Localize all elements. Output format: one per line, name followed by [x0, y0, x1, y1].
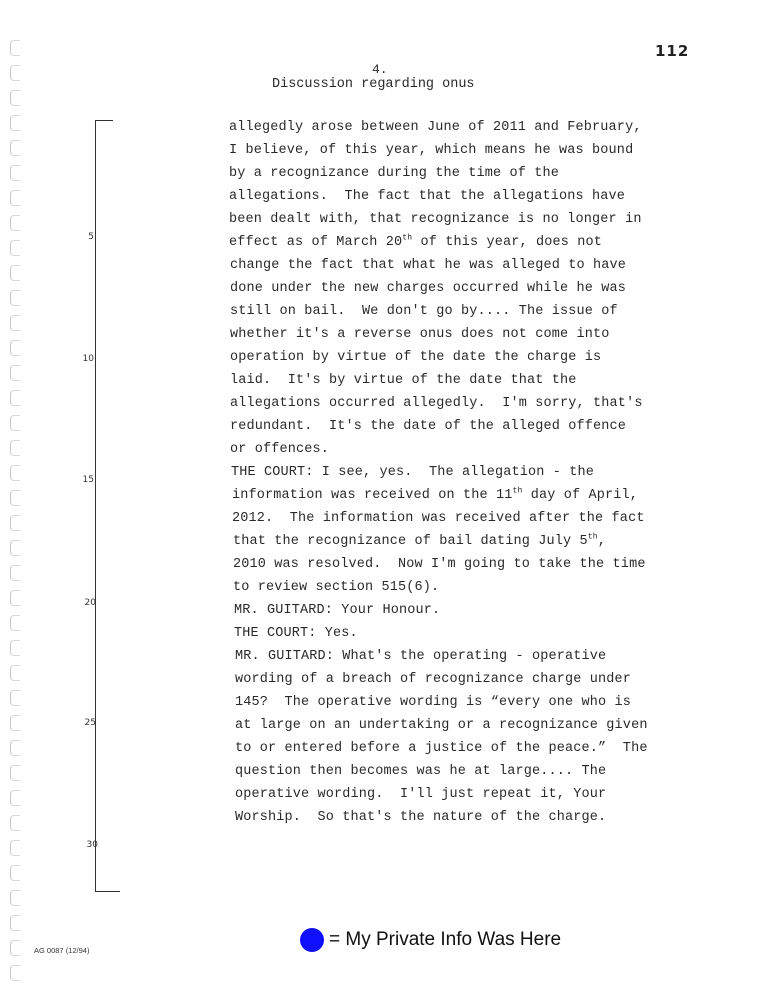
transcript-line	[235, 787, 606, 802]
transcript-line	[235, 649, 606, 664]
transcript-line	[233, 580, 439, 595]
margin-bracket-bottom	[95, 891, 120, 892]
binding-hole	[10, 840, 20, 856]
transcript-line	[229, 143, 633, 158]
transcript-line-text: wording of a breach of recognizance charge under	[235, 672, 632, 687]
transcript-line-text: at large on an undertaking or a recognizance given	[235, 718, 648, 733]
transcript-line-text: done under the new charges occurred while he was	[230, 281, 627, 296]
transcript-line-text: question then becomes was he at large.... The	[235, 764, 607, 779]
transcript-line	[235, 741, 648, 756]
page-number: 112	[655, 42, 690, 60]
transcript-line	[229, 212, 642, 227]
transcript-line	[234, 603, 440, 618]
binding-hole	[10, 640, 20, 656]
transcript-line-text: whether it's a reverse onus does not come into	[230, 327, 610, 342]
binding-hole	[10, 865, 20, 881]
form-code: AG 0087 (12/94)	[34, 946, 90, 955]
binding-hole	[10, 265, 20, 281]
binding-hole	[10, 565, 20, 581]
margin-bracket	[95, 120, 96, 892]
transcript-line-text: ,	[597, 534, 606, 549]
transcript-line-text: 145? The operative wording is “every one who is	[235, 695, 632, 710]
transcript-line-text: allegations. The fact that the allegations have	[229, 189, 626, 204]
transcript-line	[230, 281, 626, 296]
binding-hole	[10, 140, 20, 156]
binding-hole	[10, 740, 20, 756]
ordinal-superscript: th	[512, 486, 523, 496]
binding-hole	[10, 190, 20, 206]
binding-hole	[10, 115, 20, 131]
binding-hole	[10, 790, 20, 806]
transcript-line-text: laid. It's by virtue of the date that the	[230, 373, 577, 388]
transcript-line	[230, 396, 643, 411]
transcript-line-text: that the recognizance of bail dating July 5	[233, 534, 588, 549]
transcript-line-text: THE COURT: I see, yes. The allegation - the	[231, 465, 595, 480]
transcript-line-text: to review section 515(6).	[233, 580, 440, 595]
transcript-line-text: allegations occurred allegedly. I'm sorry, that's	[230, 396, 643, 411]
binding-hole	[10, 315, 20, 331]
transcript-line	[232, 511, 645, 526]
transcript-line	[235, 672, 631, 687]
binding-hole	[10, 915, 20, 931]
binding-hole	[10, 690, 20, 706]
transcript-line-text: MR. GUITARD: Your Honour.	[234, 603, 441, 618]
transcript-line-text: 2012. The information was received after the fact	[232, 511, 645, 526]
binding-hole	[10, 940, 20, 956]
binding-hole	[10, 340, 20, 356]
transcript-line	[230, 304, 618, 319]
transcript-line-text: still on bail. We don't go by.... The issue of	[230, 304, 618, 319]
binding-hole	[10, 165, 20, 181]
transcript-line-text: allegedly arose between June of 2011 and February,	[229, 120, 642, 135]
transcript-line	[229, 189, 625, 204]
binding-hole	[10, 515, 20, 531]
margin-line-number: 15	[82, 475, 94, 485]
transcript-line	[235, 764, 606, 779]
redaction-note	[300, 928, 561, 952]
transcript-line	[229, 166, 559, 181]
margin-line-number: 30	[86, 840, 98, 850]
transcript-line	[231, 465, 594, 480]
binding-hole	[10, 715, 20, 731]
binding-hole	[10, 365, 20, 381]
binding-hole	[10, 415, 20, 431]
binding-hole	[10, 490, 20, 506]
transcript-line	[233, 534, 606, 549]
transcript-line-text: MR. GUITARD: What's the operating - operative	[235, 649, 607, 664]
transcript-line	[235, 718, 648, 733]
transcript-line-text: by a recognizance during the time of the	[229, 166, 560, 181]
transcript-line-text: 2010 was resolved. Now I'm going to take the time	[233, 557, 646, 572]
binding-hole	[10, 890, 20, 906]
transcript-line-text: change the fact that what he was alleged to have	[230, 258, 627, 273]
binding-hole	[10, 540, 20, 556]
transcript-line-text: THE COURT: Yes.	[234, 626, 358, 641]
binding-hole	[10, 240, 20, 256]
binding-hole	[10, 965, 20, 981]
ordinal-superscript: th	[587, 532, 598, 542]
ordinal-superscript: th	[402, 233, 413, 243]
binding-hole	[10, 440, 20, 456]
transcript-line	[235, 810, 606, 825]
transcript-line-text: Worship. So that's the nature of the charge.	[235, 810, 607, 825]
redaction-note-label: = My Private Info Was Here	[329, 929, 562, 950]
transcript-line-text: operation by virtue of the date the charge is	[230, 350, 602, 365]
transcript-line-text: day of April,	[522, 488, 638, 503]
transcript-line-text: been dealt with, that recognizance is no longer in	[229, 212, 642, 227]
transcript-line	[229, 120, 642, 135]
section-title: Discussion regarding onus	[272, 77, 475, 92]
section-number: 4.	[372, 62, 388, 77]
binding-hole	[10, 665, 20, 681]
transcript-line-text: I believe, of this year, which means he was bound	[229, 143, 634, 158]
binding-hole	[10, 290, 20, 306]
margin-line-number: 20	[84, 598, 96, 608]
binding-hole	[10, 465, 20, 481]
margin-line-number: 25	[84, 718, 96, 728]
transcript-line	[230, 373, 577, 388]
transcript-line	[234, 626, 358, 641]
binding-hole	[10, 765, 20, 781]
binding-hole	[10, 65, 20, 81]
binding-hole	[10, 90, 20, 106]
redaction-dot-icon	[300, 928, 324, 952]
transcript-line-text: to or entered before a justice of the peace.” The	[235, 741, 648, 756]
transcript-line-text: information was received on the 11	[232, 488, 513, 503]
binding-hole	[10, 815, 20, 831]
binding-hole	[10, 40, 20, 56]
margin-line-number: 10	[82, 354, 94, 364]
binding-hole	[10, 615, 20, 631]
transcript-line-text: effect as of March 20	[229, 235, 403, 250]
margin-bracket-top	[95, 120, 113, 121]
transcript-line	[230, 327, 610, 342]
transcript-line	[229, 235, 602, 250]
transcript-line-text: of this year, does not	[412, 235, 602, 250]
transcript-line-text: operative wording. I'll just repeat it, Your	[235, 787, 607, 802]
transcript-line	[235, 695, 631, 710]
binding-hole	[10, 390, 20, 406]
transcript-line-text: redundant. It's the date of the alleged offence	[230, 419, 627, 434]
transcript-line	[233, 557, 646, 572]
transcript-line	[232, 488, 638, 503]
transcript-line-text: or offences.	[230, 442, 330, 457]
transcript-line	[230, 258, 626, 273]
margin-line-number: 5	[88, 232, 94, 242]
binding-hole	[10, 590, 20, 606]
binding-hole	[10, 215, 20, 231]
transcript-line	[230, 350, 601, 365]
transcript-line	[230, 442, 329, 457]
transcript-line	[230, 419, 626, 434]
